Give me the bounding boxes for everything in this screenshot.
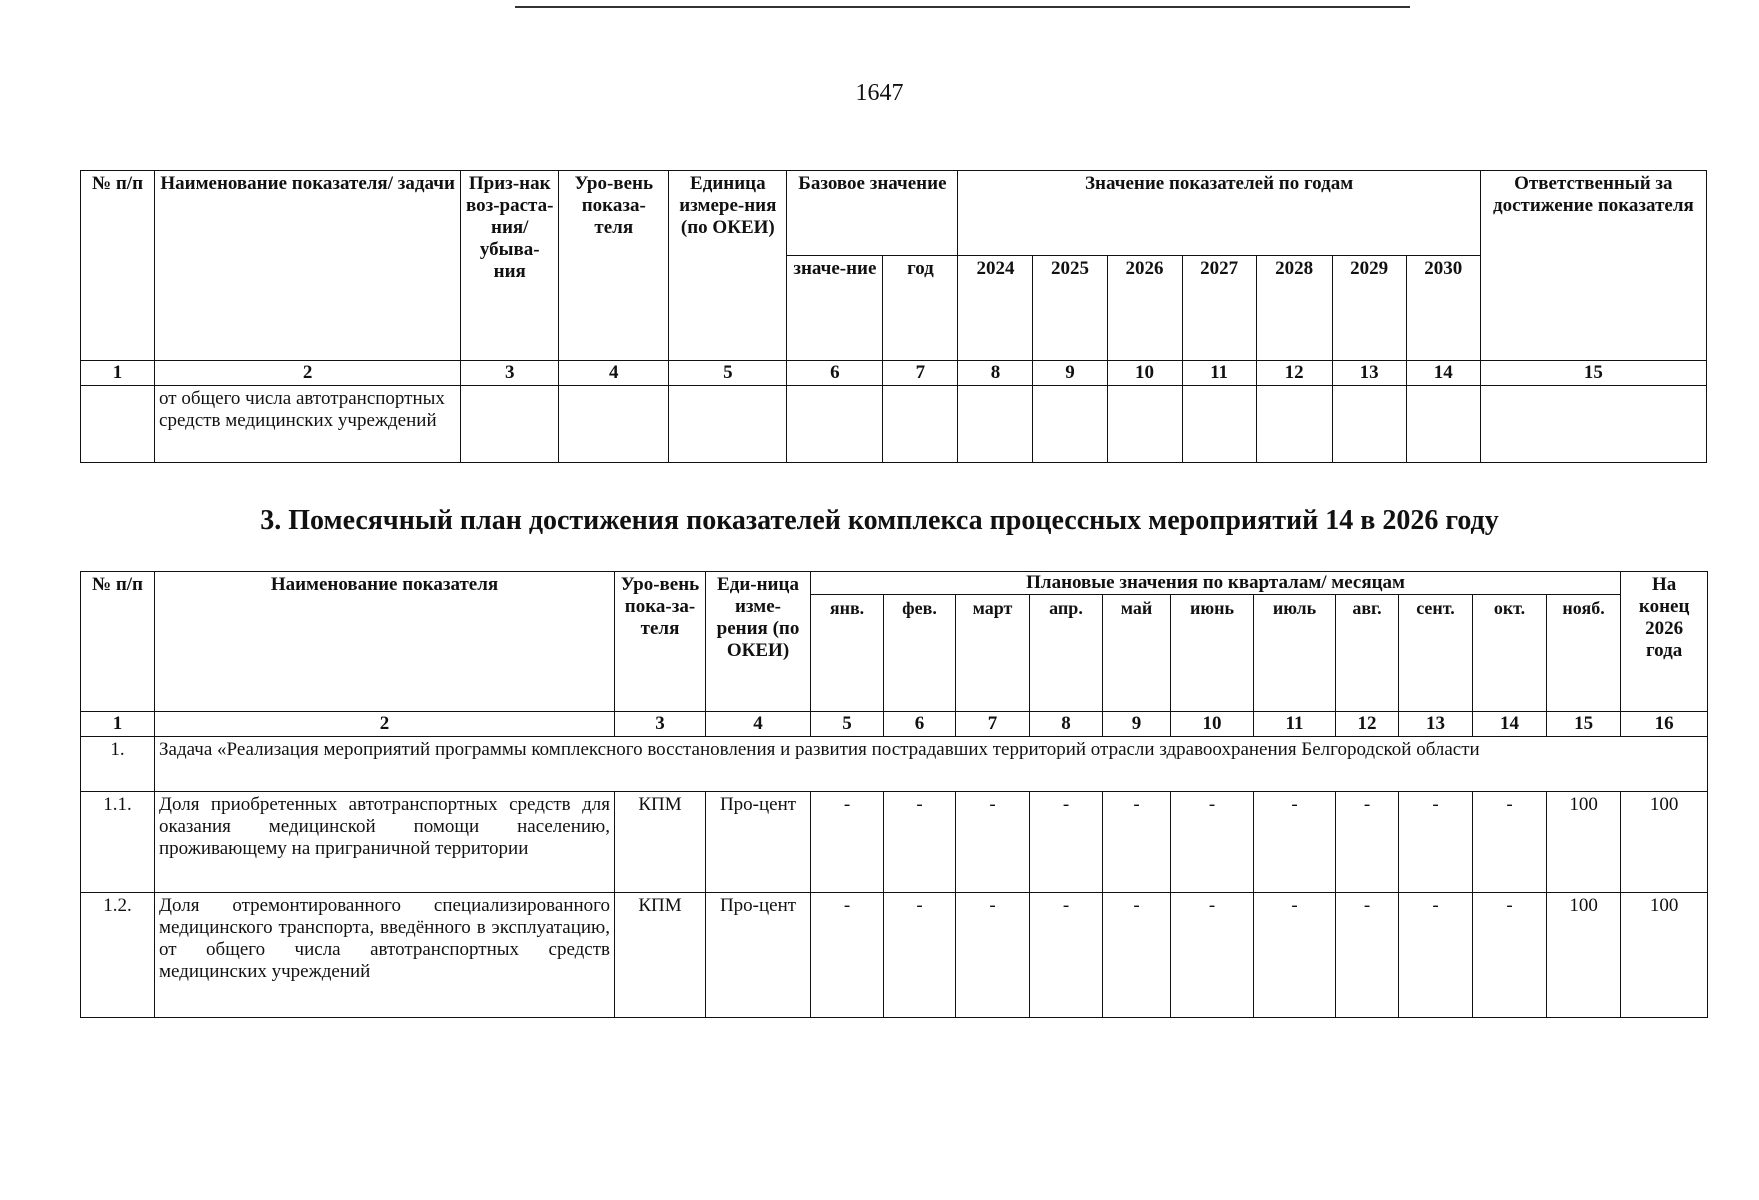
month-value: - [1254,893,1336,1018]
month-value: - [884,893,956,1018]
month-value: - [811,792,884,893]
column-number: 7 [956,712,1030,737]
column-number: 14 [1406,361,1480,386]
cell-empty [1332,386,1406,463]
cell-empty [883,386,958,463]
header-year: 2030 [1406,256,1480,361]
month-value: - [1254,792,1336,893]
column-number: 10 [1171,712,1254,737]
header-base-value: значе-ние [787,256,883,361]
column-number: 4 [559,361,669,386]
column-number: 9 [1033,361,1107,386]
header-month: янв. [811,595,884,712]
header-month: май [1103,595,1171,712]
header-base: Базовое значение [787,171,958,256]
cell-empty [1480,386,1706,463]
monthly-plan-table [80,571,1708,1018]
header-responsible: Ответственный за достижение показателя [1480,171,1706,361]
table-row [81,386,1707,463]
cell-empty [1256,386,1332,463]
row-level: КПМ [615,893,706,1018]
header-name: Наименование показателя/ задачи [155,171,461,361]
continuation-text: от общего числа автотранспортных средств медицинских учреждений [155,386,461,463]
header-month: сент. [1399,595,1473,712]
header-month: нояб. [1547,595,1621,712]
header-unit: Еди-ница изме-рения (по ОКЕИ) [706,572,811,712]
month-value: - [1030,893,1103,1018]
column-number: 8 [958,361,1033,386]
header-month: июль [1254,595,1336,712]
header-end-of-year: На конец 2026 года [1621,572,1708,712]
column-number: 12 [1336,712,1399,737]
row-num: 1.1. [81,792,155,893]
month-value: - [1171,893,1254,1018]
column-number: 1 [81,361,155,386]
cell-empty [787,386,883,463]
end-value: 100 [1621,792,1708,893]
month-value: - [1399,792,1473,893]
column-number: 6 [884,712,956,737]
column-number: 4 [706,712,811,737]
month-value: - [956,893,1030,1018]
header-year: 2027 [1182,256,1256,361]
header-num: № п/п [81,171,155,361]
task-num: 1. [81,737,155,792]
row-unit: Про-цент [706,792,811,893]
month-value: 100 [1547,893,1621,1018]
month-value: 100 [1547,792,1621,893]
column-number: 5 [669,361,787,386]
column-number: 11 [1182,361,1256,386]
header-year: 2024 [958,256,1033,361]
header-level: Уро-вень пока-за-теля [615,572,706,712]
header-num: № п/п [81,572,155,712]
header-month: авг. [1336,595,1399,712]
month-value: - [1103,893,1171,1018]
header-sign: Приз-нак воз-раста-ния/ убыва-ния [461,171,559,361]
header-planned: Плановые значения по кварталам/ месяцам [811,572,1621,595]
row-unit: Про-цент [706,893,811,1018]
row-num: 1.2. [81,893,155,1018]
row-name: Доля отремонтированного специализированного медицинского транспорта, введённого в эксплуатацию, от общего числа автотранспортных средств медицинских учреждений [155,893,615,1018]
header-values-by-year: Значение показателей по годам [958,171,1480,256]
indicator-table [80,170,1707,463]
column-number: 13 [1332,361,1406,386]
end-value: 100 [1621,893,1708,1018]
cell-empty [1107,386,1182,463]
column-number: 3 [461,361,559,386]
row-name: Доля приобретенных автотранспортных средств для оказания медицинской помощи населению, проживающему на приграничной территории [155,792,615,893]
cell-empty [1033,386,1107,463]
header-base-year: год [883,256,958,361]
month-value: - [1473,792,1547,893]
header-month: окт. [1473,595,1547,712]
column-number: 6 [787,361,883,386]
header-year: 2029 [1332,256,1406,361]
cell-empty [81,386,155,463]
column-number: 16 [1621,712,1708,737]
month-value: - [1030,792,1103,893]
header-unit: Единица измере-ния (по ОКЕИ) [669,171,787,361]
month-value: - [884,792,956,893]
column-number: 8 [1030,712,1103,737]
month-value: - [1473,893,1547,1018]
month-value: - [1399,893,1473,1018]
cell-empty [1406,386,1480,463]
table-row [81,893,1708,1018]
header-name: Наименование показателя [155,572,615,712]
column-number: 9 [1103,712,1171,737]
column-number: 10 [1107,361,1182,386]
task-text: Задача «Реализация мероприятий программы комплексного восстановления и развития пострадавших территорий отрасли здравоохранения Белгородской области [155,737,1708,792]
column-number: 12 [1256,361,1332,386]
cell-empty [958,386,1033,463]
table-row [81,792,1708,893]
month-value: - [811,893,884,1018]
section-title: 3. Помесячный план достижения показателей комплекса процессных мероприятий 14 в 2026 году [260,505,1499,536]
header-year: 2025 [1033,256,1107,361]
month-value: - [1336,893,1399,1018]
month-value: - [1171,792,1254,893]
header-year: 2026 [1107,256,1182,361]
column-number: 1 [81,712,155,737]
month-value: - [1103,792,1171,893]
column-number: 14 [1473,712,1547,737]
header-month: март [956,595,1030,712]
cell-empty [669,386,787,463]
column-number: 15 [1480,361,1706,386]
header-month: фев. [884,595,956,712]
column-number: 3 [615,712,706,737]
column-number: 5 [811,712,884,737]
month-value: - [956,792,1030,893]
cell-empty [559,386,669,463]
cell-empty [1182,386,1256,463]
task-row [81,737,1708,792]
column-number: 11 [1254,712,1336,737]
column-number: 2 [155,361,461,386]
column-number: 13 [1399,712,1473,737]
month-value: - [1336,792,1399,893]
header-year: 2028 [1256,256,1332,361]
column-number: 7 [883,361,958,386]
header-level: Уро-вень показа-теля [559,171,669,361]
header-month: апр. [1030,595,1103,712]
header-month: июнь [1171,595,1254,712]
page-number: 1647 [855,80,904,106]
column-number: 15 [1547,712,1621,737]
row-level: КПМ [615,792,706,893]
column-number: 2 [155,712,615,737]
top-rule [515,6,1410,8]
cell-empty [461,386,559,463]
